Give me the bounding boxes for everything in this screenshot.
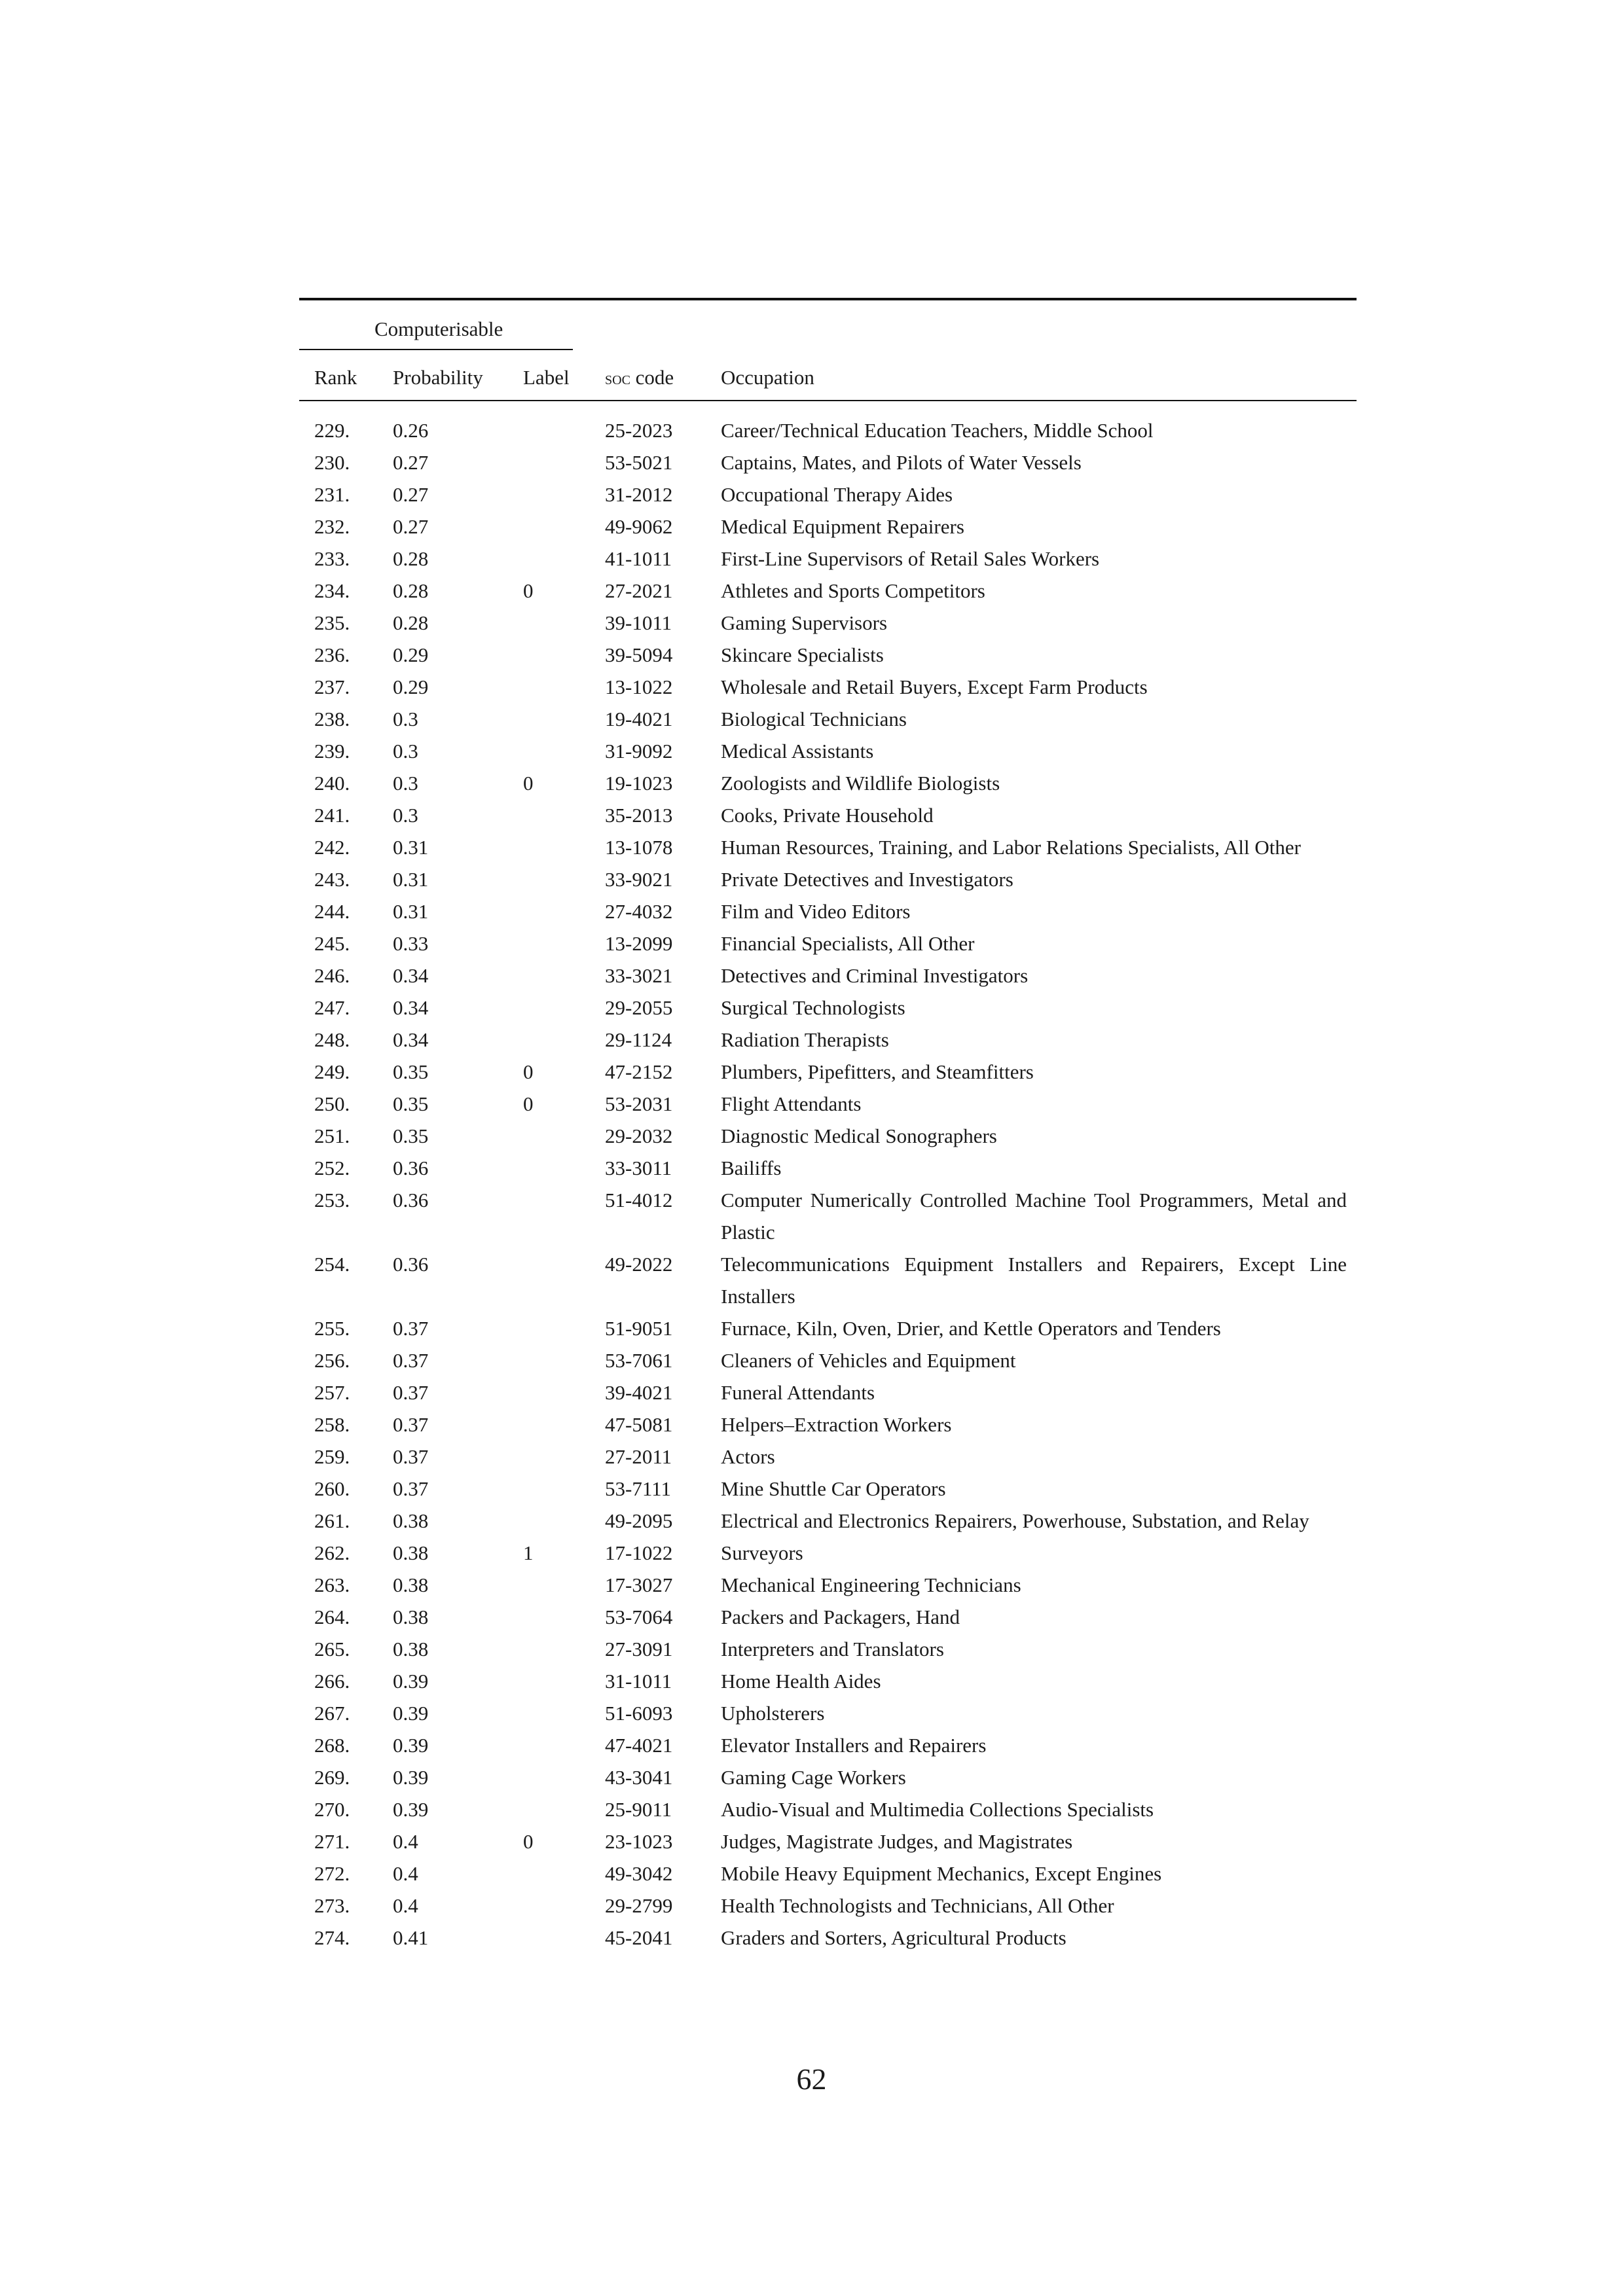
cell-occupation: Zoologists and Wildlife Biologists bbox=[721, 772, 1000, 795]
table-body bbox=[299, 401, 1357, 1954]
table-row bbox=[299, 478, 1357, 511]
cell-rank: 255. bbox=[314, 1317, 350, 1340]
cell-occupation: Judges, Magistrate Judges, and Magistrates bbox=[721, 1830, 1073, 1853]
cell-probability: 0.28 bbox=[393, 579, 429, 602]
cell-occupation: Cooks, Private Household bbox=[721, 804, 934, 827]
table-row bbox=[299, 1344, 1357, 1376]
cell-occupation: Biological Technicians bbox=[721, 708, 907, 730]
table-row bbox=[299, 1665, 1357, 1697]
column-header-occupation: Occupation bbox=[721, 366, 814, 389]
cell-rank: 259. bbox=[314, 1445, 350, 1468]
cell-occupation: Financial Specialists, All Other bbox=[721, 932, 975, 955]
table-row bbox=[299, 1473, 1357, 1505]
cell-rank: 231. bbox=[314, 483, 350, 506]
table-row bbox=[299, 543, 1357, 575]
cell-probability: 0.4 bbox=[393, 1862, 418, 1885]
column-header-row bbox=[299, 350, 1357, 400]
cell-soc-code: 53-7061 bbox=[605, 1349, 673, 1372]
cell-rank: 254. bbox=[314, 1253, 350, 1276]
cell-rank: 232. bbox=[314, 515, 350, 538]
cell-occupation: Captains, Mates, and Pilots of Water Vessels bbox=[721, 451, 1082, 474]
cell-occupation: Electrical and Electronics Repairers, Powerhouse, Substation, and Relay bbox=[721, 1509, 1309, 1532]
cell-probability: 0.36 bbox=[393, 1157, 429, 1179]
cell-soc-code: 35-2013 bbox=[605, 804, 673, 827]
cell-occupation: Radiation Therapists bbox=[721, 1028, 889, 1051]
table-row bbox=[299, 1312, 1357, 1344]
table-row bbox=[299, 1857, 1357, 1890]
cell-soc-code: 29-2799 bbox=[605, 1894, 673, 1917]
cell-occupation: Upholsterers bbox=[721, 1702, 825, 1725]
cell-soc-code: 49-2022 bbox=[605, 1253, 673, 1276]
cell-occupation: Furnace, Kiln, Oven, Drier, and Kettle Operators and Tenders bbox=[721, 1317, 1221, 1340]
cell-soc-code: 25-9011 bbox=[605, 1798, 672, 1821]
cell-occupation: Audio-Visual and Multimedia Collections Specialists bbox=[721, 1798, 1154, 1821]
cell-soc-code: 29-2055 bbox=[605, 996, 673, 1019]
table-row bbox=[299, 511, 1357, 543]
table-row bbox=[299, 863, 1357, 895]
cell-soc-code: 27-2011 bbox=[605, 1445, 672, 1468]
cell-occupation: Medical Equipment Repairers bbox=[721, 515, 964, 538]
table-row bbox=[299, 831, 1357, 863]
table-row bbox=[299, 414, 1357, 446]
cell-probability: 0.29 bbox=[393, 675, 429, 698]
table-row bbox=[299, 1890, 1357, 1922]
cell-occupation: Elevator Installers and Repairers bbox=[721, 1734, 987, 1757]
cell-rank: 262. bbox=[314, 1541, 350, 1564]
cell-soc-code: 23-1023 bbox=[605, 1830, 673, 1853]
cell-probability: 0.38 bbox=[393, 1541, 429, 1564]
cell-rank: 272. bbox=[314, 1862, 350, 1885]
cell-soc-code: 13-2099 bbox=[605, 932, 673, 955]
cell-label: 0 bbox=[523, 579, 534, 602]
cell-probability: 0.35 bbox=[393, 1092, 429, 1115]
cell-rank: 230. bbox=[314, 451, 350, 474]
table-row bbox=[299, 1056, 1357, 1088]
cell-rank: 256. bbox=[314, 1349, 350, 1372]
table-row bbox=[299, 703, 1357, 735]
cell-rank: 242. bbox=[314, 836, 350, 859]
cell-occupation: Private Detectives and Investigators bbox=[721, 868, 1013, 891]
table-row bbox=[299, 960, 1357, 992]
cell-probability: 0.34 bbox=[393, 996, 429, 1019]
table-row bbox=[299, 575, 1357, 607]
cell-soc-code: 27-3091 bbox=[605, 1638, 673, 1660]
cell-soc-code: 25-2023 bbox=[605, 419, 673, 442]
table-row bbox=[299, 992, 1357, 1024]
cell-occupation: Wholesale and Retail Buyers, Except Farm Products bbox=[721, 675, 1148, 698]
cell-rank: 260. bbox=[314, 1477, 350, 1500]
cell-rank: 243. bbox=[314, 868, 350, 891]
cell-soc-code: 51-4012 bbox=[605, 1189, 673, 1211]
cell-soc-code: 31-1011 bbox=[605, 1670, 672, 1693]
cell-probability: 0.28 bbox=[393, 547, 429, 570]
cell-rank: 268. bbox=[314, 1734, 350, 1757]
cell-probability: 0.3 bbox=[393, 772, 418, 795]
cell-occupation: Cleaners of Vehicles and Equipment bbox=[721, 1349, 1016, 1372]
cell-soc-code: 53-5021 bbox=[605, 451, 673, 474]
cell-occupation: Bailiffs bbox=[721, 1157, 782, 1179]
cell-occupation: Human Resources, Training, and Labor Relations Specialists, All Other bbox=[721, 836, 1301, 859]
cell-occupation: Detectives and Criminal Investigators bbox=[721, 964, 1029, 987]
cell-soc-code: 51-9051 bbox=[605, 1317, 673, 1340]
cell-probability: 0.41 bbox=[393, 1926, 429, 1949]
cell-probability: 0.36 bbox=[393, 1253, 429, 1276]
cell-occupation: Surgical Technologists bbox=[721, 996, 905, 1019]
cell-probability: 0.37 bbox=[393, 1349, 429, 1372]
cell-occupation: Plumbers, Pipefitters, and Steamfitters bbox=[721, 1060, 1034, 1083]
cell-soc-code: 45-2041 bbox=[605, 1926, 673, 1949]
cell-occupation: Diagnostic Medical Sonographers bbox=[721, 1124, 997, 1147]
cell-occupation: Skincare Specialists bbox=[721, 643, 884, 666]
cell-rank: 273. bbox=[314, 1894, 350, 1917]
table-row bbox=[299, 1825, 1357, 1857]
cell-rank: 245. bbox=[314, 932, 350, 955]
cell-soc-code: 53-2031 bbox=[605, 1092, 673, 1115]
column-header-soc: soc code bbox=[605, 366, 674, 389]
cell-probability: 0.38 bbox=[393, 1605, 429, 1628]
cell-occupation: Health Technologists and Technicians, All Other bbox=[721, 1894, 1114, 1917]
cell-soc-code: 31-9092 bbox=[605, 740, 673, 762]
occupation-table bbox=[299, 298, 1357, 1954]
table-row bbox=[299, 1537, 1357, 1569]
cell-occupation: Mechanical Engineering Technicians bbox=[721, 1573, 1021, 1596]
table-row bbox=[299, 927, 1357, 960]
group-header-label: Computerisable bbox=[374, 317, 503, 340]
cell-probability: 0.36 bbox=[393, 1189, 429, 1211]
table-row bbox=[299, 1248, 1357, 1312]
cell-rank: 244. bbox=[314, 900, 350, 923]
cell-probability: 0.3 bbox=[393, 804, 418, 827]
table-row bbox=[299, 1088, 1357, 1120]
table-row bbox=[299, 1024, 1357, 1056]
cell-occupation: Film and Video Editors bbox=[721, 900, 911, 923]
table-row bbox=[299, 1505, 1357, 1537]
cell-rank: 246. bbox=[314, 964, 350, 987]
cell-occupation: Computer Numerically Controlled Machine Tool Programmers, Metal and Plastic bbox=[721, 1189, 1347, 1244]
cell-probability: 0.33 bbox=[393, 932, 429, 955]
page-number: 62 bbox=[796, 2062, 827, 2096]
cell-probability: 0.37 bbox=[393, 1317, 429, 1340]
table-row bbox=[299, 1120, 1357, 1152]
cell-soc-code: 47-5081 bbox=[605, 1413, 673, 1436]
cell-probability: 0.28 bbox=[393, 611, 429, 634]
cell-occupation: Gaming Cage Workers bbox=[721, 1766, 906, 1789]
cell-probability: 0.27 bbox=[393, 451, 429, 474]
cell-rank: 247. bbox=[314, 996, 350, 1019]
cell-soc-code: 43-3041 bbox=[605, 1766, 673, 1789]
cell-probability: 0.29 bbox=[393, 643, 429, 666]
cell-occupation: Surveyors bbox=[721, 1541, 803, 1564]
table-row bbox=[299, 1761, 1357, 1793]
cell-label: 0 bbox=[523, 1092, 534, 1115]
cell-soc-code: 33-3021 bbox=[605, 964, 673, 987]
cell-rank: 265. bbox=[314, 1638, 350, 1660]
table-row bbox=[299, 767, 1357, 799]
cell-probability: 0.31 bbox=[393, 900, 429, 923]
table-row bbox=[299, 799, 1357, 831]
table-row bbox=[299, 446, 1357, 478]
cell-probability: 0.39 bbox=[393, 1734, 429, 1757]
cell-probability: 0.34 bbox=[393, 964, 429, 987]
table-row bbox=[299, 1408, 1357, 1441]
cell-soc-code: 41-1011 bbox=[605, 547, 672, 570]
table-row bbox=[299, 1633, 1357, 1665]
cell-probability: 0.37 bbox=[393, 1477, 429, 1500]
cell-occupation: Actors bbox=[721, 1445, 775, 1468]
cell-rank: 274. bbox=[314, 1926, 350, 1949]
group-header bbox=[299, 300, 1357, 350]
cell-soc-code: 39-5094 bbox=[605, 643, 673, 666]
cell-probability: 0.35 bbox=[393, 1060, 429, 1083]
cell-rank: 267. bbox=[314, 1702, 350, 1725]
cell-occupation: First-Line Supervisors of Retail Sales Workers bbox=[721, 547, 1100, 570]
cell-probability: 0.27 bbox=[393, 515, 429, 538]
cell-label: 0 bbox=[523, 1060, 534, 1083]
cell-probability: 0.38 bbox=[393, 1509, 429, 1532]
cell-probability: 0.39 bbox=[393, 1702, 429, 1725]
cell-soc-code: 19-4021 bbox=[605, 708, 673, 730]
cell-soc-code: 49-2095 bbox=[605, 1509, 673, 1532]
cell-probability: 0.38 bbox=[393, 1573, 429, 1596]
cell-probability: 0.3 bbox=[393, 740, 418, 762]
cell-rank: 248. bbox=[314, 1028, 350, 1051]
cell-occupation: Medical Assistants bbox=[721, 740, 874, 762]
cell-probability: 0.4 bbox=[393, 1894, 418, 1917]
cell-rank: 234. bbox=[314, 579, 350, 602]
cell-occupation: Telecommunications Equipment Installers and Repairers, Except Line Installers bbox=[721, 1253, 1347, 1308]
column-header-rank: Rank bbox=[314, 366, 357, 389]
cell-soc-code: 39-4021 bbox=[605, 1381, 673, 1404]
cell-rank: 270. bbox=[314, 1798, 350, 1821]
cell-rank: 258. bbox=[314, 1413, 350, 1436]
cell-rank: 263. bbox=[314, 1573, 350, 1596]
cell-soc-code: 29-1124 bbox=[605, 1028, 672, 1051]
cell-occupation: Funeral Attendants bbox=[721, 1381, 875, 1404]
cell-label: 0 bbox=[523, 772, 534, 795]
cell-soc-code: 13-1078 bbox=[605, 836, 673, 859]
cell-occupation: Flight Attendants bbox=[721, 1092, 862, 1115]
column-header-label: Label bbox=[523, 366, 570, 389]
cell-probability: 0.39 bbox=[393, 1798, 429, 1821]
cell-occupation: Mine Shuttle Car Operators bbox=[721, 1477, 946, 1500]
cell-probability: 0.38 bbox=[393, 1638, 429, 1660]
cell-rank: 229. bbox=[314, 419, 350, 442]
cell-rank: 240. bbox=[314, 772, 350, 795]
table-row bbox=[299, 1922, 1357, 1954]
cell-probability: 0.26 bbox=[393, 419, 429, 442]
cell-rank: 252. bbox=[314, 1157, 350, 1179]
cell-rank: 235. bbox=[314, 611, 350, 634]
column-header-probability: Probability bbox=[393, 366, 483, 389]
cell-soc-code: 17-1022 bbox=[605, 1541, 673, 1564]
cell-soc-code: 47-2152 bbox=[605, 1060, 673, 1083]
cell-rank: 269. bbox=[314, 1766, 350, 1789]
table-row bbox=[299, 607, 1357, 639]
cell-probability: 0.37 bbox=[393, 1381, 429, 1404]
cell-occupation: Graders and Sorters, Agricultural Products bbox=[721, 1926, 1067, 1949]
cell-occupation: Mobile Heavy Equipment Mechanics, Except Engines bbox=[721, 1862, 1162, 1885]
cell-probability: 0.3 bbox=[393, 708, 418, 730]
cell-occupation: Athletes and Sports Competitors bbox=[721, 579, 985, 602]
cell-probability: 0.27 bbox=[393, 483, 429, 506]
cell-label: 1 bbox=[523, 1541, 534, 1564]
soc-abbrev: soc bbox=[605, 368, 630, 389]
table-row bbox=[299, 1376, 1357, 1408]
cell-soc-code: 49-9062 bbox=[605, 515, 673, 538]
table-row bbox=[299, 1569, 1357, 1601]
cell-probability: 0.37 bbox=[393, 1445, 429, 1468]
cell-probability: 0.35 bbox=[393, 1124, 429, 1147]
table-row bbox=[299, 735, 1357, 767]
cell-occupation: Packers and Packagers, Hand bbox=[721, 1605, 960, 1628]
cell-rank: 250. bbox=[314, 1092, 350, 1115]
cell-soc-code: 27-2021 bbox=[605, 579, 673, 602]
table-row bbox=[299, 1601, 1357, 1633]
cell-soc-code: 31-2012 bbox=[605, 483, 673, 506]
table-row bbox=[299, 895, 1357, 927]
cell-soc-code: 29-2032 bbox=[605, 1124, 673, 1147]
table-row bbox=[299, 1793, 1357, 1825]
cell-occupation: Occupational Therapy Aides bbox=[721, 483, 953, 506]
cell-soc-code: 19-1023 bbox=[605, 772, 673, 795]
cell-probability: 0.34 bbox=[393, 1028, 429, 1051]
cell-probability: 0.39 bbox=[393, 1670, 429, 1693]
cell-probability: 0.39 bbox=[393, 1766, 429, 1789]
cell-soc-code: 51-6093 bbox=[605, 1702, 673, 1725]
cell-soc-code: 39-1011 bbox=[605, 611, 672, 634]
cell-rank: 249. bbox=[314, 1060, 350, 1083]
table-row bbox=[299, 639, 1357, 671]
table-row bbox=[299, 671, 1357, 703]
cell-occupation: Career/Technical Education Teachers, Middle School bbox=[721, 419, 1154, 442]
cell-rank: 236. bbox=[314, 643, 350, 666]
cell-soc-code: 53-7064 bbox=[605, 1605, 673, 1628]
cell-occupation: Gaming Supervisors bbox=[721, 611, 888, 634]
table-row bbox=[299, 1441, 1357, 1473]
cell-probability: 0.31 bbox=[393, 836, 429, 859]
cell-rank: 251. bbox=[314, 1124, 350, 1147]
cell-rank: 257. bbox=[314, 1381, 350, 1404]
cell-occupation: Interpreters and Translators bbox=[721, 1638, 944, 1660]
cell-rank: 239. bbox=[314, 740, 350, 762]
cell-rank: 261. bbox=[314, 1509, 350, 1532]
cell-label: 0 bbox=[523, 1830, 534, 1853]
cell-probability: 0.4 bbox=[393, 1830, 418, 1853]
cell-rank: 238. bbox=[314, 708, 350, 730]
cell-rank: 237. bbox=[314, 675, 350, 698]
cell-soc-code: 17-3027 bbox=[605, 1573, 673, 1596]
cell-occupation: Helpers–Extraction Workers bbox=[721, 1413, 952, 1436]
table-row bbox=[299, 1729, 1357, 1761]
cell-rank: 266. bbox=[314, 1670, 350, 1693]
cell-soc-code: 33-9021 bbox=[605, 868, 673, 891]
cell-rank: 233. bbox=[314, 547, 350, 570]
cell-probability: 0.31 bbox=[393, 868, 429, 891]
table-row bbox=[299, 1184, 1357, 1248]
cell-rank: 241. bbox=[314, 804, 350, 827]
cell-soc-code: 33-3011 bbox=[605, 1157, 672, 1179]
cell-occupation: Home Health Aides bbox=[721, 1670, 881, 1693]
cell-soc-code: 13-1022 bbox=[605, 675, 673, 698]
cell-soc-code: 27-4032 bbox=[605, 900, 673, 923]
cell-rank: 264. bbox=[314, 1605, 350, 1628]
cell-rank: 271. bbox=[314, 1830, 350, 1853]
cell-rank: 253. bbox=[314, 1189, 350, 1211]
table-row bbox=[299, 1152, 1357, 1184]
table-row bbox=[299, 1697, 1357, 1729]
cell-soc-code: 53-7111 bbox=[605, 1477, 672, 1500]
cell-soc-code: 47-4021 bbox=[605, 1734, 673, 1757]
cell-soc-code: 49-3042 bbox=[605, 1862, 673, 1885]
cell-probability: 0.37 bbox=[393, 1413, 429, 1436]
